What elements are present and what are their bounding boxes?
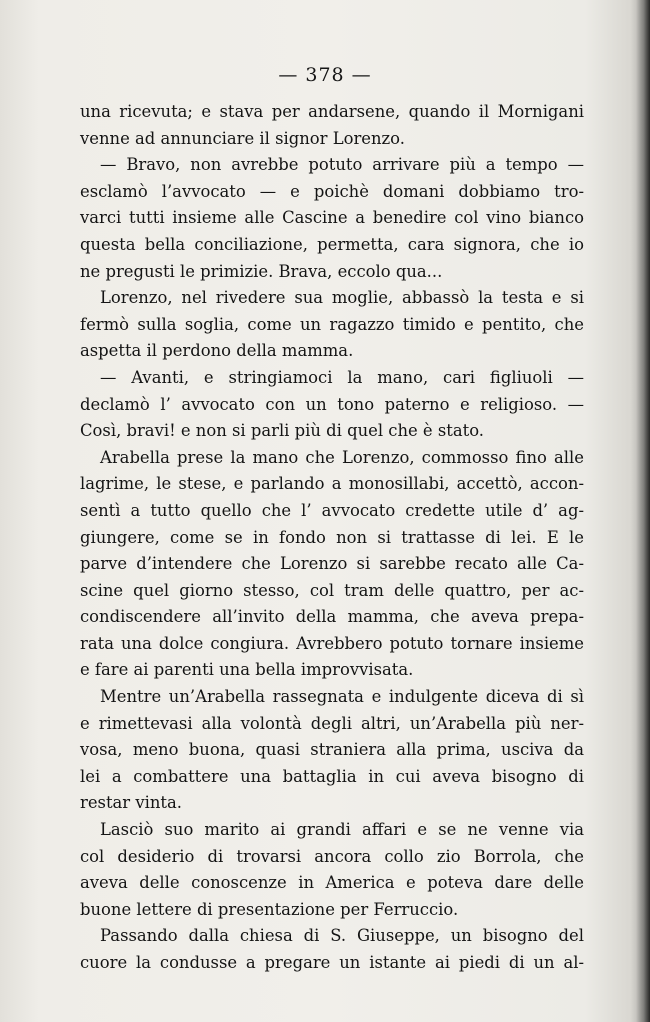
text-line: e rimettevasi alla volontà degli altri, un’Arabella più ner- [80,713,584,733]
text-line: condiscendere all’invito della mamma, che aveva prepa- [80,607,584,627]
text-line: Arabella prese la mano che Lorenzo, commosso fino alle [100,447,584,467]
text-line: cuore la condusse a pregare un istante ai piedi di un al- [80,953,584,972]
text-line: ne pregusti le primizie. Brava, eccolo qua... [80,261,443,281]
text-line: questa bella conciliazione, permetta, cara signora, che io [80,234,584,254]
text-line: — Bravo, non avrebbe potuto arrivare più a tempo — [100,155,584,175]
body-text [80,99,584,977]
text-line: Lorenzo, nel rivedere sua moglie, abbassò la testa e si [100,288,584,308]
text-line: — Avanti, e stringiamoci la mano, cari figliuoli — [100,367,584,387]
text-line: aveva delle conoscenze in America e poteva dare delle [80,873,584,893]
text-line: col desiderio di trovarsi ancora collo zio Borrola, che [80,846,584,866]
text-line: una ricevuta; e stava per andarsene, quando il Mornigani [80,102,584,121]
text-line: esclamò l’avvocato — e poichè domani dobbiamo tro- [80,181,584,201]
text-line: scine quel giorno stesso, col tram delle quattro, per ac- [80,580,584,600]
text-line: venne ad annunciare il signor Lorenzo. [80,128,405,148]
page-spine-shadow [636,0,650,1022]
text-line: fermò sulla soglia, come un ragazzo timido e pentito, che [80,314,584,334]
text-line: aspetta il perdono della mamma. [80,341,354,361]
text-line: restar vinta. [80,793,182,813]
page-number: — 378 — [278,64,372,86]
text-line: Lasciò suo marito ai grandi affari e se ne venne via [100,820,584,840]
text-line: sentì a tutto quello che l’ avvocato credette utile d’ ag- [80,500,584,520]
text-line: e fare ai parenti una bella improvvisata. [80,660,414,680]
text-line: declamò l’ avvocato con un tono paterno e religioso. — [80,394,584,414]
text-line: vosa, meno buona, quasi straniera alla prima, usciva da [80,740,584,760]
text-line: Mentre un’Arabella rassegnata e indulgente diceva di sì [100,687,584,707]
text-line: varci tutti insieme alle Cascine a benedire col vino bianco [80,208,584,228]
text-line: buone lettere di presentazione per Ferruccio. [80,899,459,919]
text-line: rata una dolce congiura. Avrebbero potuto tornare insieme [80,633,584,653]
text-line: lei a combattere una battaglia in cui aveva bisogno di [80,766,584,786]
text-line: parve d’intendere che Lorenzo si sarebbe recato alle Ca- [80,554,584,574]
text-line: lagrime, le stese, e parlando a monosillabi, accettò, accon- [80,474,584,494]
text-line: giungere, come se in fondo non si trattasse di lei. E le [80,527,584,547]
text-line: Così, bravi! e non si parli più di quel che è stato. [80,421,484,441]
text-line: Passando dalla chiesa di S. Giuseppe, un bisogno del [100,926,584,946]
